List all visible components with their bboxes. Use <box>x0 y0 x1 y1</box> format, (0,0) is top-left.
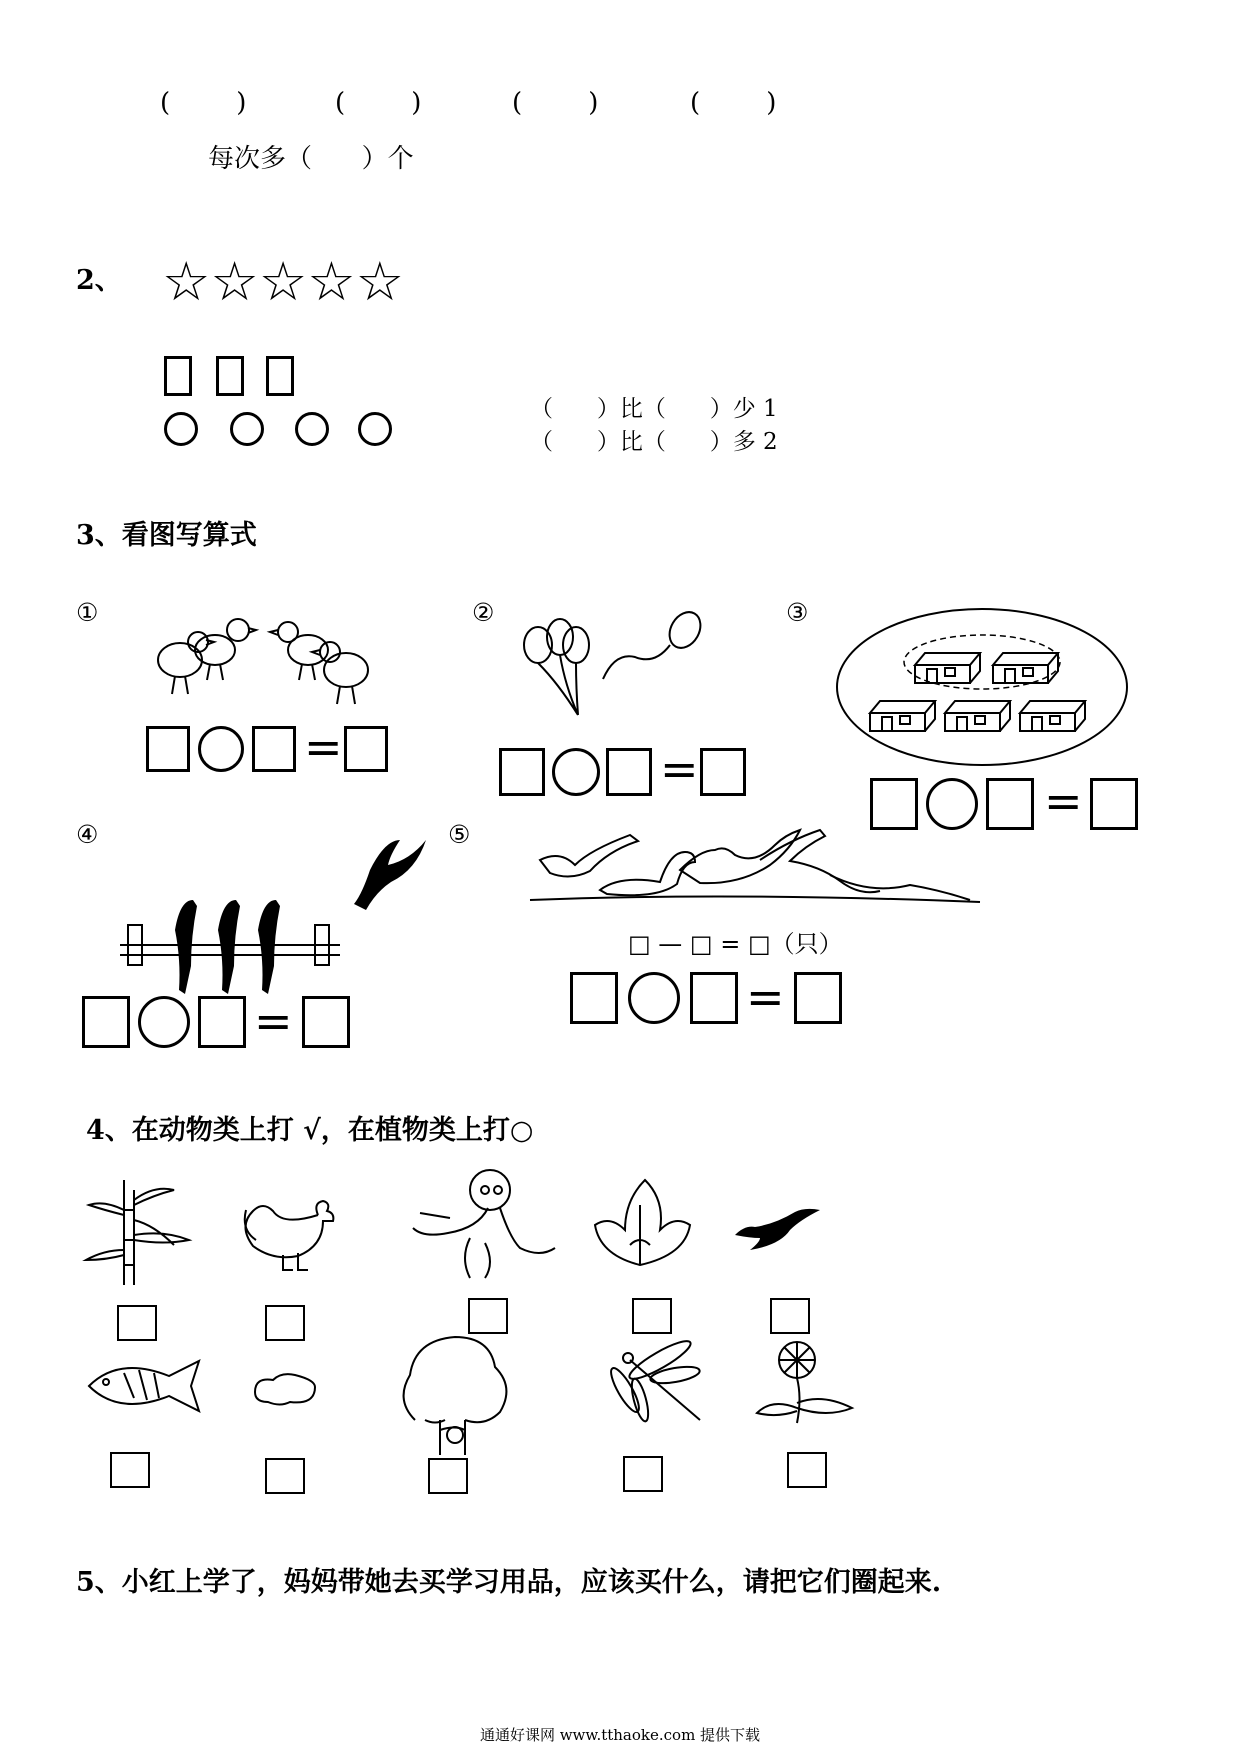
question-2-number: 2、 <box>76 265 122 296</box>
footer-credit: 通通好课网 www.tthaoke.com 提供下载 <box>479 1726 761 1744</box>
answer-box[interactable] <box>986 778 1034 830</box>
question-5-title: 5、小红上学了，妈妈带她去买学习用品，应该买什么，请把它们圈起来. <box>76 1567 942 1598</box>
label-4: ④ <box>76 820 99 849</box>
stars-row <box>162 250 405 313</box>
equals-sign: = <box>660 742 699 796</box>
dandelion-picture <box>752 1338 862 1430</box>
subtraction-hint: □ — □ = □（只） <box>628 930 843 958</box>
label-3: ③ <box>786 598 809 627</box>
question-3-title: 3、看图写算式 <box>76 520 257 551</box>
checkbox[interactable] <box>770 1298 810 1334</box>
dragonfly-picture <box>600 1340 710 1435</box>
operator-circle[interactable] <box>628 972 680 1024</box>
answer-box[interactable] <box>146 726 190 772</box>
square-shape <box>266 356 294 396</box>
square-shape <box>164 356 192 396</box>
checkbox[interactable] <box>265 1458 305 1494</box>
answer-box[interactable] <box>794 972 842 1024</box>
geese-picture <box>530 830 985 910</box>
rooster-picture <box>238 1195 338 1275</box>
answer-box[interactable] <box>344 726 388 772</box>
tree-picture <box>395 1335 515 1455</box>
bamboo-picture <box>84 1180 199 1285</box>
checkbox[interactable] <box>623 1456 663 1492</box>
operator-circle[interactable] <box>926 778 978 830</box>
checkbox[interactable] <box>265 1305 305 1341</box>
checkbox[interactable] <box>428 1458 468 1494</box>
star-icons: ☆☆☆☆☆ <box>162 250 405 313</box>
compare-more-line: （ ）比（ ）多 2 <box>530 429 778 455</box>
checkbox[interactable] <box>117 1305 157 1341</box>
circle-shape <box>358 412 392 446</box>
question-4-title: 4、在动物类上打 √，在植物类上打○ <box>86 1115 534 1146</box>
checkbox[interactable] <box>632 1298 672 1334</box>
equals-sign: = <box>746 970 785 1024</box>
answer-box[interactable] <box>1090 778 1138 830</box>
answer-box[interactable] <box>570 972 618 1024</box>
equals-sign: = <box>1044 774 1083 828</box>
monkey-picture <box>410 1168 555 1283</box>
operator-circle[interactable] <box>552 748 600 796</box>
swallow-picture <box>735 1210 825 1255</box>
answer-blank[interactable]: ( ) <box>690 88 777 118</box>
answer-blank[interactable]: ( ) <box>512 88 599 118</box>
birds-on-fence-picture <box>120 830 460 995</box>
answer-box[interactable] <box>499 748 545 796</box>
circle-shape <box>164 412 198 446</box>
fish-picture <box>84 1358 209 1413</box>
answer-box[interactable] <box>606 748 652 796</box>
answer-blank[interactable]: ( ) <box>335 88 422 118</box>
square-shape <box>216 356 244 396</box>
compare-less-line: （ ）比（ ）少 1 <box>530 396 778 422</box>
checkbox[interactable] <box>468 1298 508 1334</box>
checkbox[interactable] <box>110 1452 150 1488</box>
answer-box[interactable] <box>198 996 246 1048</box>
answer-box[interactable] <box>82 996 130 1048</box>
each-more-text: 每次多（ ）个 <box>208 144 414 174</box>
cabbage-picture <box>590 1175 690 1270</box>
balloons-picture <box>520 605 720 720</box>
answer-box[interactable] <box>700 748 746 796</box>
operator-circle[interactable] <box>138 996 190 1048</box>
answer-box[interactable] <box>252 726 296 772</box>
checkbox[interactable] <box>787 1452 827 1488</box>
equals-sign: = <box>254 994 293 1048</box>
answer-box[interactable] <box>690 972 738 1024</box>
operator-circle[interactable] <box>198 726 244 772</box>
answer-box[interactable] <box>302 996 350 1048</box>
chicks-picture <box>140 600 410 710</box>
answer-box[interactable] <box>870 778 918 830</box>
circle-shape <box>295 412 329 446</box>
peanut-picture <box>250 1370 320 1405</box>
label-2: ② <box>472 598 495 627</box>
circle-shape <box>230 412 264 446</box>
equals-sign: = <box>304 720 343 774</box>
answer-blank[interactable]: ( ) <box>160 88 247 118</box>
houses-picture <box>835 605 1130 770</box>
label-1: ① <box>76 598 99 627</box>
label-5: ⑤ <box>448 820 471 849</box>
